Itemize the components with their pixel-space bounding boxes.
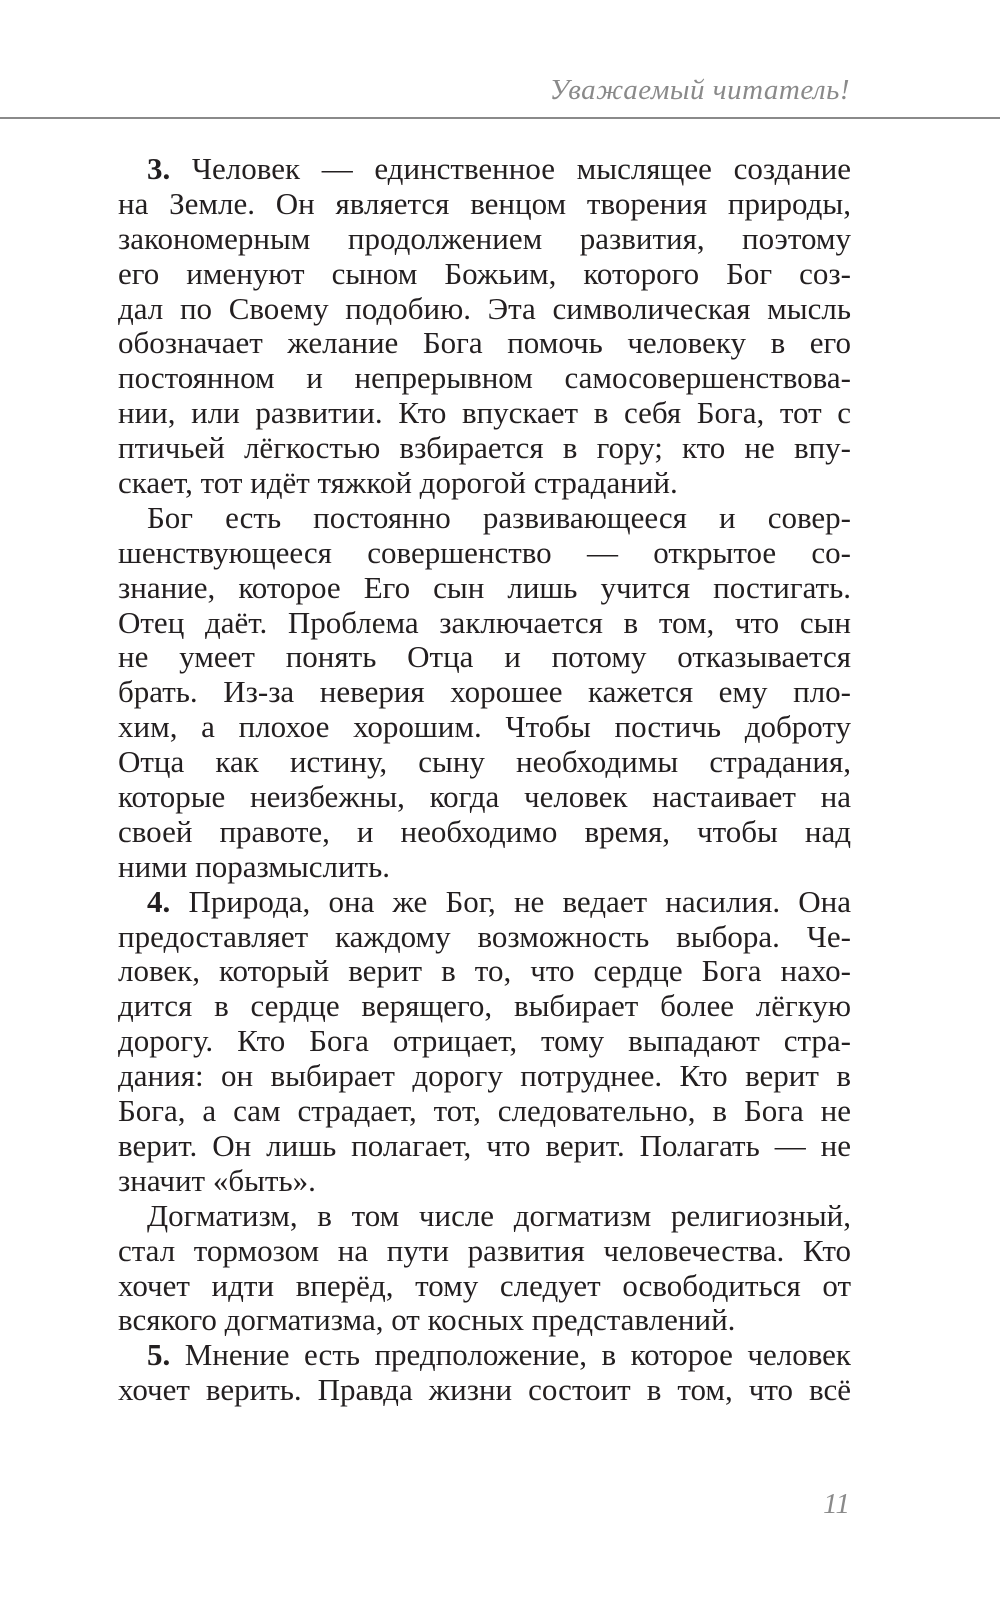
text-line: хочет верить. Правда жизни состоит в том, что всё xyxy=(118,1372,851,1408)
text-line: брать. Из-за неверия хорошее кажется ему пло- xyxy=(118,674,851,710)
text-line: не умеет понять Отца и потому отказывается xyxy=(118,639,851,675)
paragraph-god xyxy=(118,501,851,885)
text-line: Отца как истину, сыну необходимы страдания, xyxy=(118,744,851,780)
text-line: 5. Мнение есть предположение, в которое человек xyxy=(147,1337,851,1373)
text-line: своей правоте, и необходимо время, чтобы над xyxy=(118,813,851,849)
paragraph-dogmatism xyxy=(118,1199,851,1339)
text-line: скает, тот идёт тяжкой дорогой страданий. xyxy=(118,465,678,501)
paragraph-5 xyxy=(118,1338,851,1408)
text-line: Догматизм, в том числе догматизм религиозный, xyxy=(147,1197,851,1233)
text-line: предоставляет каждому возможность выбора. Че- xyxy=(118,918,851,954)
paragraph-4 xyxy=(118,885,851,1199)
text-line: всякого догматизма, от косных представлений. xyxy=(118,1302,736,1338)
header-rule xyxy=(0,117,1000,119)
text-line: Бога, а сам страдает, тот, следовательно, в Бога не xyxy=(118,1093,851,1129)
text-line: обозначает желание Бога помочь человеку в его xyxy=(118,325,851,361)
text-line: его именуют сыном Божьим, которого Бог соз- xyxy=(118,255,851,291)
text-line: Бог есть постоянно развивающееся и совер- xyxy=(147,499,851,535)
text-line: хочет идти вперёд, тому следует освободиться от xyxy=(118,1267,851,1303)
text-line: хим, а плохое хорошим. Чтобы постичь доброту xyxy=(118,709,851,745)
text-line: 4. Природа, она же Бог, не ведает насилия. Она xyxy=(147,883,851,919)
text-line: значит «быть». xyxy=(118,1162,316,1198)
text-line: нии, или развитии. Кто впускает в себя Бога, тот с xyxy=(118,395,851,431)
text-line: дится в сердце верящего, выбирает более лёгкую xyxy=(118,988,851,1024)
page-number: 11 xyxy=(823,1488,850,1520)
text-line: закономерным продолжением развития, поэтому xyxy=(118,220,851,256)
text-line: ловек, который верит в то, что сердце Бога нахо- xyxy=(118,953,851,989)
text-line: дорогу. Кто Бога отрицает, тому выпадают стра- xyxy=(118,1023,851,1059)
text-line: дал по Своему подобию. Эта символическая мысль xyxy=(118,290,851,326)
text-line: ними поразмыслить. xyxy=(118,848,390,884)
paragraph-3 xyxy=(118,152,851,501)
text-line: 3. Человек — единственное мыслящее создание xyxy=(147,151,851,186)
paragraph-number: 4. xyxy=(147,883,171,919)
paragraph-number: 5. xyxy=(147,1337,171,1373)
running-title: Уважаемый читатель! xyxy=(549,74,850,106)
paragraph-number: 3. xyxy=(147,151,171,186)
text-line: Отец даёт. Проблема заключается в том, что сын xyxy=(118,604,851,640)
text-line: птичьей лёгкостью взбирается в гору; кто не впу- xyxy=(118,430,851,466)
body-text xyxy=(118,152,851,1408)
text-line: шенствующееся совершенство — открытое со- xyxy=(118,534,851,570)
text-line: дания: он выбирает дорогу потруднее. Кто верит в xyxy=(118,1058,851,1094)
text-line: постоянном и непрерывном самосовершенствова- xyxy=(118,360,851,396)
text-line: знание, которое Его сын лишь учится постигать. xyxy=(118,569,851,605)
text-line: на Земле. Он является венцом творения природы, xyxy=(118,185,851,221)
text-line: верит. Он лишь полагает, что верит. Полагать — не xyxy=(118,1127,851,1163)
text-line: стал тормозом на пути развития человечества. Кто xyxy=(118,1232,851,1268)
text-line: которые неизбежны, когда человек настаивает на xyxy=(118,779,851,815)
